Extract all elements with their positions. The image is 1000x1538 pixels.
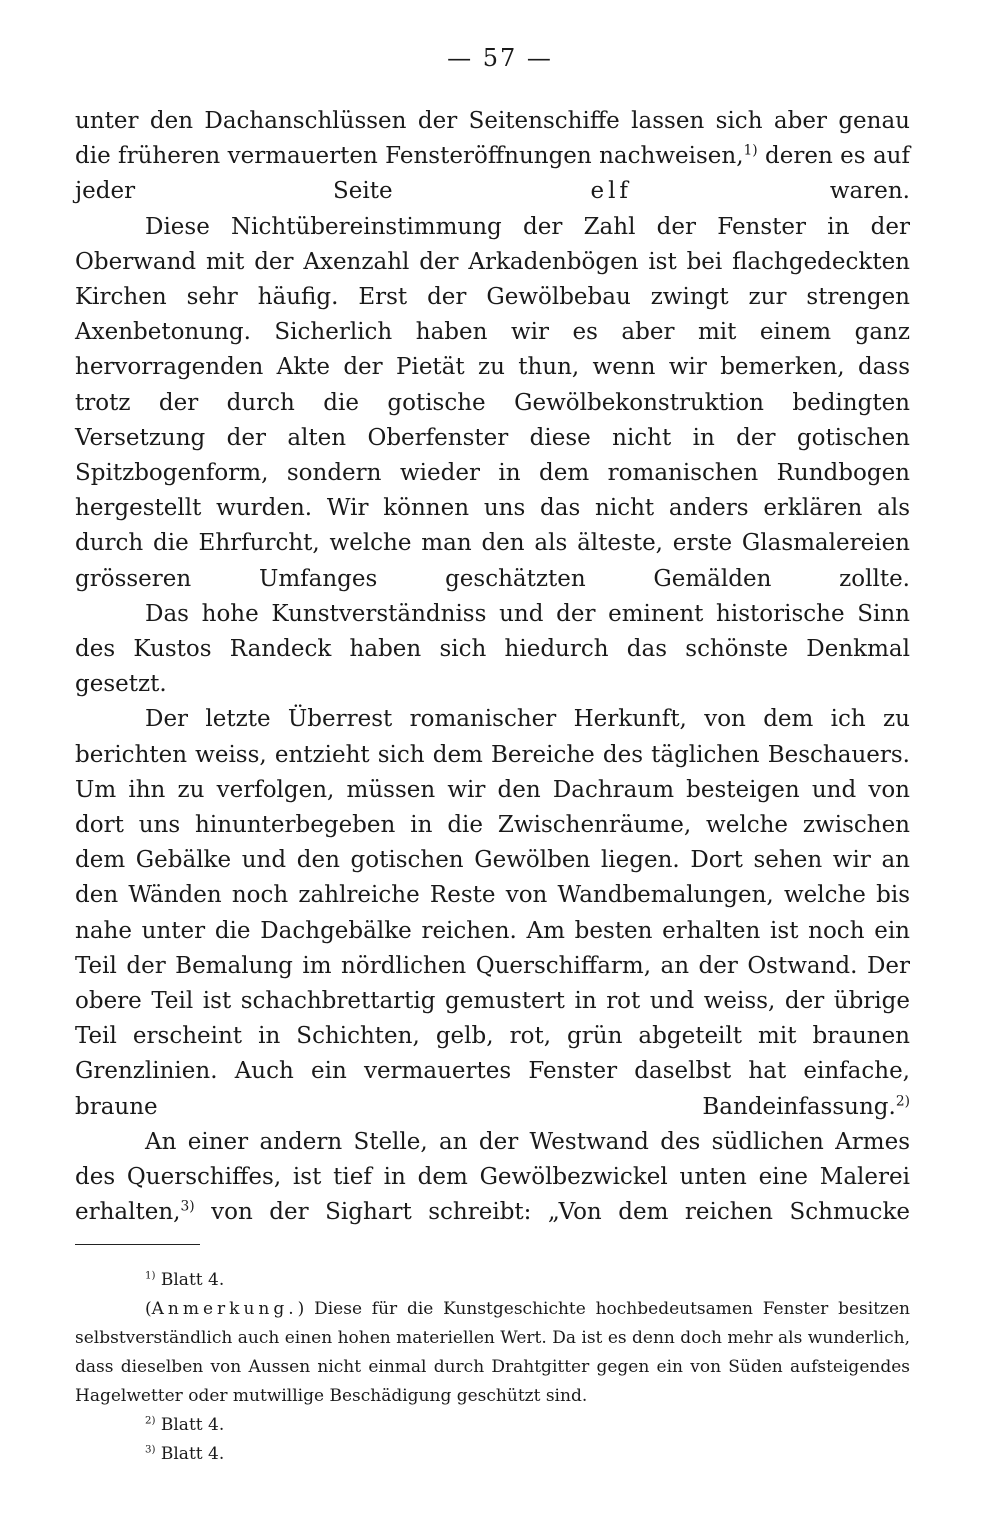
footnote-2-text: Blatt 4.	[155, 1415, 225, 1435]
footnote-ref-1: 1)	[743, 142, 758, 159]
paragraph-4-text: Der letzte Überrest romanischer Herkunft, von dem ich zu berichten weiss, entzieht sich dem Bereiche des täglichen Beschauers. Um ihn zu verfolgen, müssen wir den Dachraum besteigen und von dort uns hinunterbegeben in die Zwischenräume, welche zwischen dem Gebälke und den gotischen Gewölben liegen. Dort sehen wir an den Wänden noch zahlreiche Reste von Wandbemalungen, welche bis nahe unter die Dachgebälke reichen. Am besten erhalten ist noch ein Teil der Bemalung im nördlichen Querschiffarm, an der Ostwand. Der obere Teil ist schachbrettartig gemustert in rot und weiss, der übrige Teil erscheint in Schichten, gelb, rot, grün abgeteilt mit braunen Grenzlinien. Auch ein vermauertes Fenster daselbst hat einfache, braune Bandeinfassung.	[75, 706, 910, 1120]
paragraph-1	[75, 104, 910, 210]
footnote-ref-3: 3)	[180, 1198, 195, 1215]
footnote-1-text: Blatt 4.	[155, 1270, 225, 1290]
footnote-3-marker: 3)	[145, 1444, 156, 1456]
remark-open-paren: (	[145, 1299, 152, 1319]
footnote-3	[75, 1440, 910, 1469]
footnote-2	[75, 1411, 910, 1440]
paragraph-5	[75, 1125, 910, 1231]
remark-close-paren: )	[297, 1299, 305, 1319]
paragraph-1-text-cont: deren es auf jeder Seite	[75, 143, 911, 205]
paragraph-3: Das hohe Kunstverständniss und der eminent historische Sinn des Kustos Randeck haben sich hiedurch das schönste Denkmal gesetzt.	[75, 600, 910, 698]
paragraph-5-tail: von der Sighart schreibt: „Von dem reichen Schmucke	[194, 1199, 910, 1226]
paragraph-2: Diese Nichtübereinstimmung der Zahl der Fenster in der Oberwand mit der Axenzahl der Arkadenbögen ist bei flachgedeckten Kirchen sehr häufig. Erst der Gewölbebau zwingt zur strengen Axenbetonung. Sicherlich haben wir es aber mit einem ganz hervorragenden Akte der Pietät zu thun, wenn wir bemerken, dass trotz der durch die gotische Gewölbekonstruktion bedingten Versetzung der alten Oberfenster diese nicht in der gotischen Spitzbogenform, sondern wieder in dem romanischen Rundbogen hergestellt wurden. Wir können uns das nicht anders erklären als durch die Ehrfurcht, welche man den als älteste, erste Glasmalereien grösseren Umfanges geschätzten Gemälden zollte.	[75, 213, 910, 592]
footnote-1	[75, 1266, 910, 1295]
paragraph-4	[75, 702, 910, 1124]
footnotes	[75, 1266, 910, 1469]
remark-label: Anmerkung.	[151, 1299, 298, 1319]
footnote-remark	[75, 1295, 910, 1411]
paragraph-1-tail: waren.	[631, 178, 910, 205]
footnote-3-text: Blatt 4.	[155, 1444, 225, 1464]
footnote-divider	[75, 1244, 200, 1245]
remark-text: Diese für die Kunstgeschichte hochbedeutsamen Fenster besitzen selbstverständlich auch einen hohen materiellen Wert. Da ist es denn doch mehr als wunderlich, dass dieselben von Aussen nicht einmal durch Drahtgitter gegen ein von Süden aufsteigendes Hagelwetter oder mutwillige Beschädigung geschützt sind.	[75, 1299, 910, 1406]
paragraph-1-text: unter den Dachanschlüssen der Seitenschiffe lassen sich aber genau die früheren vermauerten Fensteröffnungen nachweisen,	[75, 108, 910, 170]
footnote-ref-2: 2)	[895, 1093, 910, 1110]
footnote-1-marker: 1)	[145, 1270, 156, 1282]
page-number: — 57 —	[447, 44, 553, 72]
footnote-2-marker: 2)	[145, 1415, 156, 1427]
paragraph-5-text: An einer andern Stelle, an der Westwand des südlichen Armes des Querschiffes, ist tief in dem Gewölbezwickel unten eine Malerei erhalten,	[75, 1128, 910, 1226]
emphasized-word: elf	[590, 178, 632, 205]
body-text	[75, 104, 910, 1231]
